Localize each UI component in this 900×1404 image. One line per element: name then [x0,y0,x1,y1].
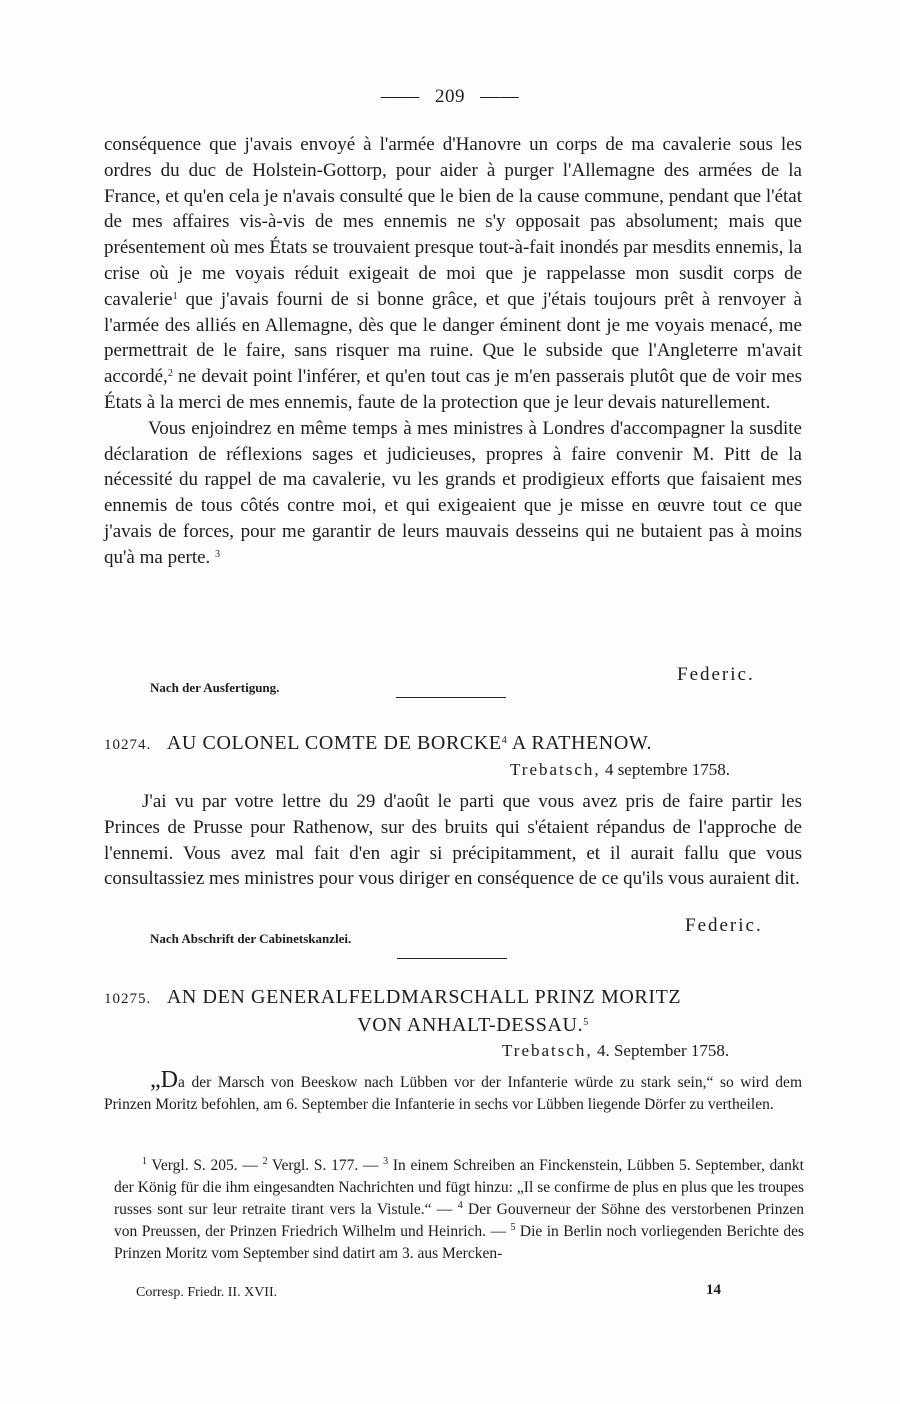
sheet-number: 14 [706,1282,721,1298]
dateline-date: 4 septembre 1758. [600,760,731,779]
footnote-number: 3 [383,1156,389,1167]
footnote-text: Die in Berlin noch vorliegenden Berichte des Prinzen Moritz vom September sind datirt am 3. aus Mercken- [114,1223,805,1262]
footnote-number: 4 [457,1200,463,1211]
letter-title-end: A RATHENOW. [507,732,653,754]
letter-10273-body [104,132,802,571]
header-dash-right: —— [480,86,520,107]
footnotes [114,1155,804,1265]
paragraph-text: conséquence que j'avais envoyé à l'armée d'Hanovre un corps de ma cavalerie sous les ordres du duc de Holstein-Gottorp, pour aider à purger l'Allemagne des armées de la France, et qu'en cela je n'avais consulté que le bien de la cause commune, pendant que l'état de mes affaires vis-à-vis de mes ennemis ne s'y opposait pas absolument; mais que présentement où mes États se trouvaient presque tout-à-fait inondés par mesdits ennemis, la crise où je me voyais réduit exigeait de moi que je rappelasse mon susdit corps de cavalerie [104,134,802,310]
letter-number: 10274. [104,737,152,753]
footnote-ref: 4 [501,735,508,746]
source-note: Nach der Ausfertigung. [150,680,280,695]
dateline-place: Trebatsch, [502,1041,593,1060]
signature-mark: Corresp. Friedr. II. XVII. [136,1285,278,1300]
letter-number: 10275. [104,991,152,1007]
footnote-ref: 5 [583,1017,589,1028]
letter-title-cont: VON ANHALT-DESSAU. [357,1014,584,1036]
footnote-text: Vergl. S. 205. — [147,1157,263,1174]
letter-10274-dateline [510,760,730,780]
opening-letter: „D [150,1067,178,1093]
footnote-ref: 2 [167,368,173,380]
paragraph-text: ne devait point l'inférer, et qu'en tout cas je m'en passerais plutôt que de voir mes États à la merci de mes ennemis, faute de la protection que je leur devais naturellement. [104,366,802,413]
letter-10275-heading [104,984,802,1038]
footnote-ref: 3 [215,548,221,560]
paragraph-text: a der Marsch von Beeskow nach Lübben vor der Infanterie würde zu stark sein,“ so wird dem Prinzen Moritz befohlen, am 6. September die Infanterie in sechs vor Lübben liegende Dörfer zu vertheilen. [104,1074,802,1113]
letter-title: AU COLONEL COMTE DE BORCKE [166,732,502,754]
footnote-text: Vergl. S. 177. — [267,1157,384,1174]
page-number: 209 [435,86,465,107]
paragraph-text: Vous enjoindrez en même temps à mes ministres à Londres d'accompagner la susdite déclaration de réflexions sages et judicieuses, propres à faire convenir M. Pitt de la nécessité du rappel de ma cavalerie, vu les grands et prodigieux efforts que faisaient mes ennemis de tous côtés contre moi, et qui exigeaient que je misse en œuvre tout ce que j'avais de forces, pour me garantir de leurs mauvais desseins qui ne butaient pas à moins qu'à ma perte. [104,417,802,568]
paragraph-text: que j'avais fourni de si bonne grâce, et que j'étais toujours prêt à renvoyer à l'armée des alliés en Allemagne, dès que le danger éminent dont je me voyais menacé, me permettrait de le faire, sans risquer ma ruine. Que le subside que l'Angleterre m'avait accordé, [104,288,802,388]
letter-10273-paragraph-1 [104,132,802,416]
letter-title-line-2 [104,1012,802,1038]
letter-10274-heading [104,730,802,758]
letter-title-line-1 [104,984,802,1012]
footnote-text: In einem Schreiben an Finckenstein, Lübben 5. September, dankt der König für die ihm eingesandten Nachrichten und fügt hinzu: „Il se confirme de plus en plus que les troupes russes sont sur leur retraite tirant vers la Vistule.“ — [114,1157,804,1218]
letter-10275-dateline [502,1041,729,1061]
dateline-date: 4. September 1758. [592,1041,730,1060]
signature: Federic. [685,915,763,936]
footnote-text: Der Gouverneur der Söhne des verstorbenen Prinzen von Preussen, der Prinzen Friedrich Wilhelm und Heinrich. — [114,1201,804,1240]
page-header [0,86,900,108]
footnote-number: 5 [510,1222,516,1233]
footnote-number: 2 [262,1156,268,1167]
letter-10275-body [104,1067,802,1115]
source-note: Nach Abschrift der Cabinetskanzlei. [150,931,352,946]
signature: Federic. [677,664,755,685]
letter-title: AN DEN GENERALFELDMARSCHALL PRINZ MORITZ [166,986,682,1008]
footnote-number: 1 [142,1156,147,1167]
section-divider [396,697,506,698]
header-dash-left: —— [380,86,420,107]
letter-10273-paragraph-2 [104,416,802,571]
letter-10274-body: J'ai vu par votre lettre du 29 d'août le parti que vous avez pris de faire partir les Princes de Prusse pour Rathenow, sur des bruits qui s'étaient répandus de l'approche de l'ennemi. Vous avez mal fait d'en agir si précipitamment, et il aurait fallu que vous consultassiez mes ministres pour vous diriger en conséquence de ce qu'ils vous auraient dit. [104,791,802,890]
footnote-ref: 1 [172,290,178,302]
section-divider [397,958,507,959]
dateline-place: Trebatsch, [510,760,601,779]
